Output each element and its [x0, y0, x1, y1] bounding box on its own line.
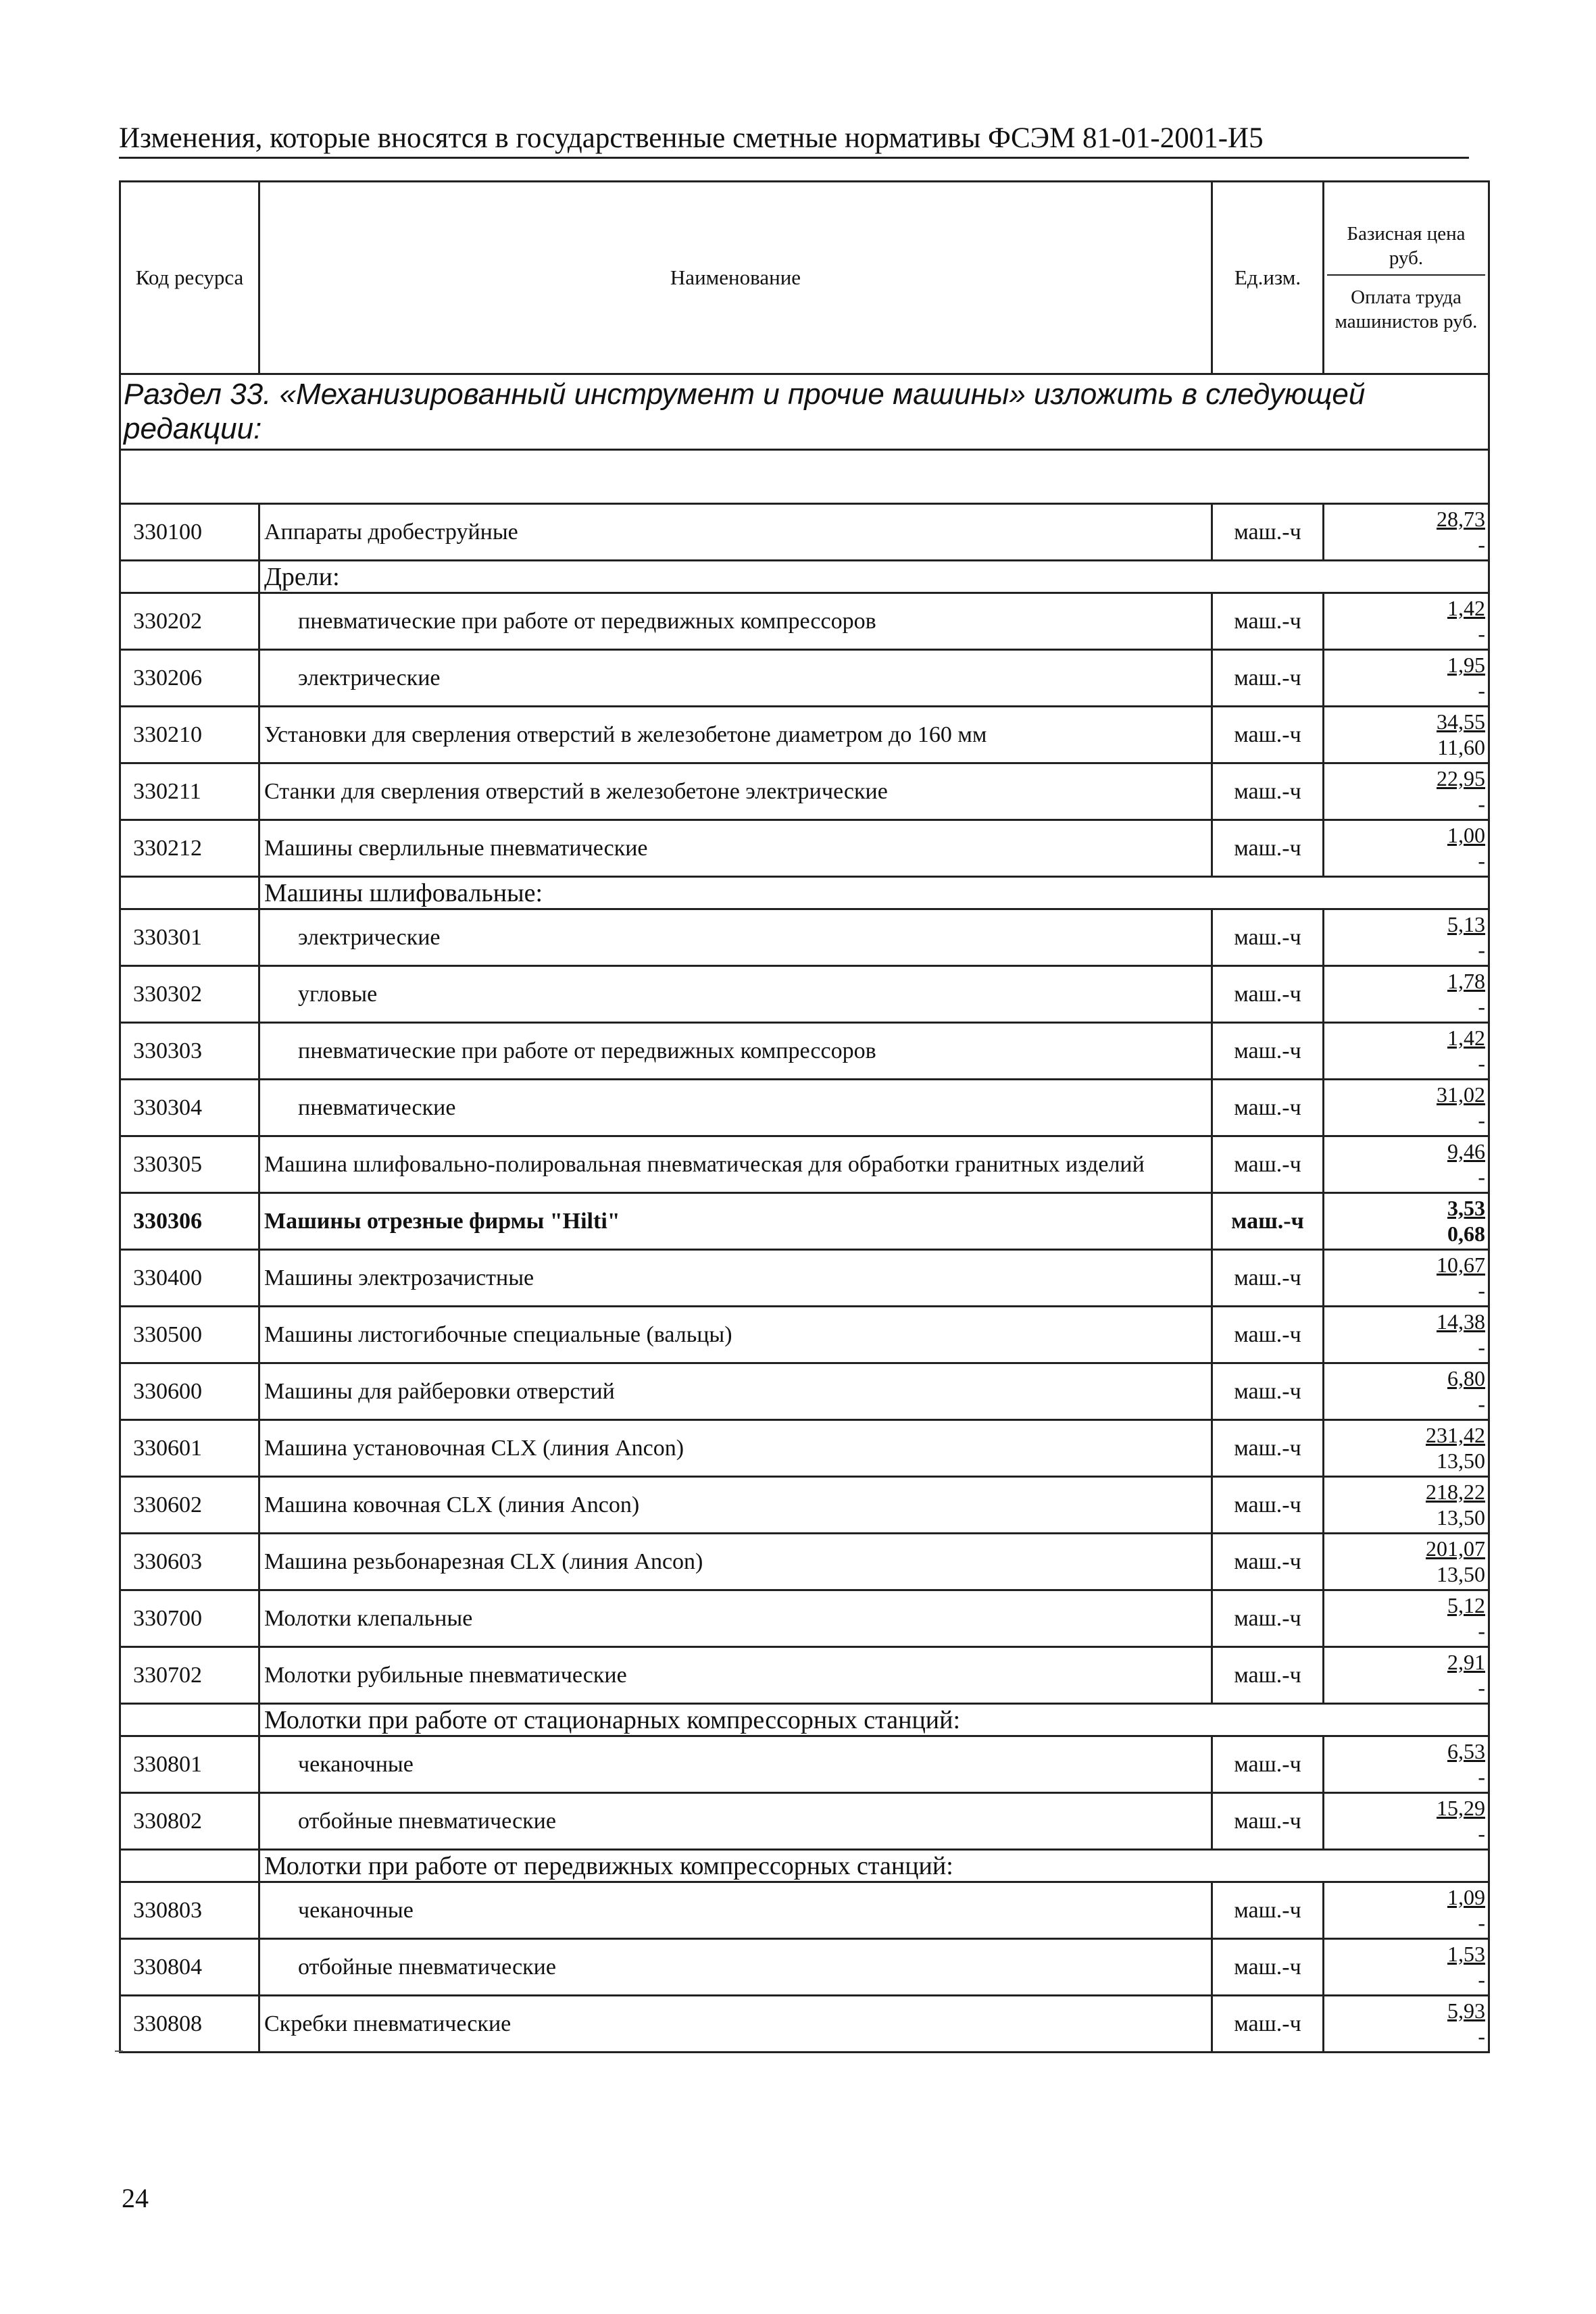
price-cell: [1324, 1882, 1489, 1939]
price-cell: [1324, 1477, 1489, 1534]
table-row: [120, 1477, 1489, 1534]
operator-labor-cost: 13,50: [1437, 1448, 1485, 1473]
table-row: [120, 1882, 1489, 1939]
resource-code: 330211: [120, 763, 259, 820]
price-cell: [1324, 966, 1489, 1023]
group-code-cell: [120, 1704, 259, 1736]
table-row: [120, 1996, 1489, 2053]
table-row: [120, 707, 1489, 763]
resource-code: 330801: [120, 1736, 259, 1793]
table-row: [120, 593, 1489, 650]
spacer-cell: [120, 450, 1489, 504]
resource-code: 330303: [120, 1023, 259, 1080]
resource-name: Аппараты дробеструйные: [259, 504, 1212, 561]
operator-labor-cost: -: [1478, 621, 1485, 646]
resource-name: Молотки рубильные пневматические: [259, 1647, 1212, 1704]
table-row: [120, 1193, 1489, 1250]
resource-name: Машины отрезные фирмы "Hilti": [259, 1193, 1212, 1250]
operator-labor-cost: -: [1478, 1967, 1485, 1992]
resource-name: отбойные пневматические: [259, 1939, 1212, 1996]
unit-cell: маш.-ч: [1212, 1534, 1324, 1590]
document-header: Изменения, которые вносятся в государственные сметные нормативы ФСЭМ 81-01-2001-И5: [119, 122, 1264, 154]
table-row: [120, 909, 1489, 966]
resource-code: 330700: [120, 1590, 259, 1647]
unit-cell: маш.-ч: [1212, 1939, 1324, 1996]
unit-cell: маш.-ч: [1212, 1023, 1324, 1080]
unit-cell: маш.-ч: [1212, 1420, 1324, 1477]
resource-name: Машины сверлильные пневматические: [259, 820, 1212, 877]
operator-labor-cost: -: [1478, 1164, 1485, 1189]
base-price: 9,46: [1447, 1138, 1485, 1163]
resource-name: Установки для сверления отверстий в железобетоне диаметром до 160 мм: [259, 707, 1212, 763]
unit-cell: маш.-ч: [1212, 593, 1324, 650]
price-cell: [1324, 1736, 1489, 1793]
resource-name: Машина шлифовально-полировальная пневматическая для обработки гранитных изделий: [259, 1136, 1212, 1193]
unit-cell: маш.-ч: [1212, 966, 1324, 1023]
base-price: 6,53: [1447, 1738, 1485, 1763]
price-cell: [1324, 593, 1489, 650]
base-price: 1,09: [1447, 1884, 1485, 1909]
unit-cell: маш.-ч: [1212, 504, 1324, 561]
resource-code: 330301: [120, 909, 259, 966]
resource-code: 330100: [120, 504, 259, 561]
base-price: 34,55: [1437, 709, 1485, 734]
table-row: [120, 1307, 1489, 1363]
unit-cell: маш.-ч: [1212, 909, 1324, 966]
resource-name: угловые: [259, 966, 1212, 1023]
table-row: [120, 1363, 1489, 1420]
resource-code: 330600: [120, 1363, 259, 1420]
operator-labor-cost: -: [1478, 1764, 1485, 1789]
unit-cell: маш.-ч: [1212, 650, 1324, 707]
table-row: [120, 1647, 1489, 1704]
resource-code: 330306: [120, 1193, 259, 1250]
price-cell: [1324, 820, 1489, 877]
operator-labor-cost: 13,50: [1437, 1561, 1485, 1586]
unit-cell: маш.-ч: [1212, 1136, 1324, 1193]
resource-name: пневматические при работе от передвижных компрессоров: [259, 593, 1212, 650]
head-price-labor: Оплата труда машинистов руб.: [1335, 286, 1478, 333]
price-cell: [1324, 1363, 1489, 1420]
operator-labor-cost: -: [1478, 532, 1485, 557]
resource-name: электрические: [259, 650, 1212, 707]
price-cell: [1324, 1023, 1489, 1080]
table-row: [120, 650, 1489, 707]
table-head-row: [120, 182, 1489, 374]
resource-code: 330206: [120, 650, 259, 707]
unit-cell: маш.-ч: [1212, 1080, 1324, 1136]
resource-name: чеканочные: [259, 1736, 1212, 1793]
operator-labor-cost: -: [1478, 994, 1485, 1019]
table-row: [120, 1736, 1489, 1793]
head-code: Код ресурса: [120, 182, 259, 374]
table-row: [120, 504, 1489, 561]
operator-labor-cost: -: [1478, 1675, 1485, 1700]
resource-code: 330804: [120, 1939, 259, 1996]
operator-labor-cost: -: [1478, 1278, 1485, 1303]
group-header-row: [120, 1850, 1489, 1882]
group-title: Молотки при работе от стационарных компрессорных станций:: [259, 1704, 1489, 1736]
price-cell: [1324, 504, 1489, 561]
resource-name: Машина установочная CLX (линия Ancon): [259, 1420, 1212, 1477]
base-price: 22,95: [1437, 765, 1485, 790]
base-price: 28,73: [1437, 506, 1485, 531]
section-title-row: [120, 374, 1489, 450]
resource-code: 330802: [120, 1793, 259, 1850]
header-rule: [119, 157, 1469, 159]
operator-labor-cost: -: [1478, 791, 1485, 816]
base-price: 2,91: [1447, 1649, 1485, 1674]
operator-labor-cost: -: [1478, 1107, 1485, 1132]
operator-labor-cost: -: [1478, 2023, 1485, 2048]
resource-code: 330400: [120, 1250, 259, 1307]
margin-mark: [115, 2051, 123, 2052]
resource-name: Станки для сверления отверстий в железобетоне электрические: [259, 763, 1212, 820]
unit-cell: маш.-ч: [1212, 1590, 1324, 1647]
base-price: 10,67: [1437, 1252, 1485, 1277]
base-price: 3,53: [1447, 1195, 1485, 1220]
price-cell: [1324, 1590, 1489, 1647]
base-price: 1,53: [1447, 1941, 1485, 1966]
base-price: 14,38: [1437, 1309, 1485, 1334]
resource-name: чеканочные: [259, 1882, 1212, 1939]
resource-code: 330603: [120, 1534, 259, 1590]
group-header-row: [120, 1704, 1489, 1736]
operator-labor-cost: -: [1478, 848, 1485, 873]
operator-labor-cost: -: [1478, 1910, 1485, 1935]
price-cell: [1324, 707, 1489, 763]
unit-cell: маш.-ч: [1212, 707, 1324, 763]
unit-cell: маш.-ч: [1212, 1882, 1324, 1939]
price-cell: [1324, 650, 1489, 707]
resource-name: Скребки пневматические: [259, 1996, 1212, 2053]
resource-name: Машины для райберовки отверстий: [259, 1363, 1212, 1420]
table-row: [120, 1590, 1489, 1647]
table-row: [120, 1939, 1489, 1996]
operator-labor-cost: -: [1478, 937, 1485, 962]
unit-cell: маш.-ч: [1212, 1363, 1324, 1420]
resource-code: 330304: [120, 1080, 259, 1136]
group-header-row: [120, 877, 1489, 909]
table-row: [120, 1023, 1489, 1080]
base-price: 1,42: [1447, 1025, 1485, 1050]
head-price: [1324, 182, 1489, 374]
head-name: Наименование: [259, 182, 1212, 374]
price-cell: [1324, 1307, 1489, 1363]
base-price: 1,00: [1447, 822, 1485, 847]
table-row: [120, 966, 1489, 1023]
unit-cell: маш.-ч: [1212, 1793, 1324, 1850]
price-cell: [1324, 763, 1489, 820]
resource-name: электрические: [259, 909, 1212, 966]
resource-name: Машина резьбонарезная CLX (линия Ancon): [259, 1534, 1212, 1590]
unit-cell: маш.-ч: [1212, 1250, 1324, 1307]
resource-code: 330702: [120, 1647, 259, 1704]
resource-code: 330602: [120, 1477, 259, 1534]
unit-cell: маш.-ч: [1212, 1193, 1324, 1250]
price-cell: [1324, 1996, 1489, 2053]
table-row: [120, 763, 1489, 820]
base-price: 31,02: [1437, 1082, 1485, 1107]
operator-labor-cost: -: [1478, 1618, 1485, 1643]
price-cell: [1324, 1250, 1489, 1307]
unit-cell: маш.-ч: [1212, 763, 1324, 820]
base-price: 5,13: [1447, 911, 1485, 936]
page-number: 24: [122, 2183, 149, 2213]
resource-code: 330500: [120, 1307, 259, 1363]
base-price: 5,12: [1447, 1592, 1485, 1617]
spacer-row: [120, 450, 1489, 504]
base-price: 231,42: [1426, 1422, 1485, 1447]
unit-cell: маш.-ч: [1212, 1647, 1324, 1704]
base-price: 218,22: [1426, 1479, 1485, 1504]
unit-cell: маш.-ч: [1212, 1477, 1324, 1534]
base-price: 1,95: [1447, 652, 1485, 677]
resource-code: 330808: [120, 1996, 259, 2053]
resource-name: пневматические: [259, 1080, 1212, 1136]
operator-labor-cost: -: [1478, 1051, 1485, 1076]
operator-labor-cost: 13,50: [1437, 1505, 1485, 1530]
base-price: 15,29: [1437, 1795, 1485, 1820]
price-cell: [1324, 1420, 1489, 1477]
group-title: Молотки при работе от передвижных компрессорных станций:: [259, 1850, 1489, 1882]
group-title: Машины шлифовальные:: [259, 877, 1489, 909]
resource-code: 330601: [120, 1420, 259, 1477]
table-row: [120, 1080, 1489, 1136]
group-header-row: [120, 561, 1489, 593]
table-row: [120, 1420, 1489, 1477]
operator-labor-cost: -: [1478, 1821, 1485, 1846]
price-cell: [1324, 1939, 1489, 1996]
resource-code: 330210: [120, 707, 259, 763]
price-cell: [1324, 1534, 1489, 1590]
resource-code: 330302: [120, 966, 259, 1023]
resource-name: Машины листогибочные специальные (вальцы): [259, 1307, 1212, 1363]
head-unit: Ед.изм.: [1212, 182, 1324, 374]
price-cell: [1324, 1647, 1489, 1704]
resource-name: Молотки клепальные: [259, 1590, 1212, 1647]
base-price: 6,80: [1447, 1365, 1485, 1390]
resource-code: 330202: [120, 593, 259, 650]
group-code-cell: [120, 1850, 259, 1882]
price-cell: [1324, 909, 1489, 966]
section-title: Раздел 33. «Механизированный инструмент и прочие машины» изложить в следующей редакции:: [120, 374, 1489, 450]
price-cell: [1324, 1136, 1489, 1193]
group-title: Дрели:: [259, 561, 1489, 593]
table-row: [120, 1250, 1489, 1307]
operator-labor-cost: -: [1478, 678, 1485, 703]
resource-code: 330305: [120, 1136, 259, 1193]
price-cell: [1324, 1193, 1489, 1250]
unit-cell: маш.-ч: [1212, 1736, 1324, 1793]
unit-cell: маш.-ч: [1212, 1307, 1324, 1363]
table-row: [120, 1793, 1489, 1850]
resource-code: 330212: [120, 820, 259, 877]
resource-name: Машины электрозачистные: [259, 1250, 1212, 1307]
resource-name: пневматические при работе от передвижных компрессоров: [259, 1023, 1212, 1080]
price-cell: [1324, 1080, 1489, 1136]
resource-table: [119, 180, 1490, 2053]
price-cell: [1324, 1793, 1489, 1850]
group-code-cell: [120, 561, 259, 593]
operator-labor-cost: -: [1478, 1391, 1485, 1416]
table-row: [120, 1136, 1489, 1193]
base-price: 5,93: [1447, 1998, 1485, 2023]
base-price: 1,78: [1447, 968, 1485, 993]
head-price-base: Базисная цена руб.: [1327, 222, 1485, 276]
resource-code: 330803: [120, 1882, 259, 1939]
resource-name: Машина ковочная CLX (линия Ancon): [259, 1477, 1212, 1534]
table-row: [120, 820, 1489, 877]
operator-labor-cost: 11,60: [1437, 734, 1485, 759]
base-price: 201,07: [1426, 1536, 1485, 1561]
table-row: [120, 1534, 1489, 1590]
operator-labor-cost: 0,68: [1447, 1221, 1485, 1246]
resource-name: отбойные пневматические: [259, 1793, 1212, 1850]
unit-cell: маш.-ч: [1212, 1996, 1324, 2053]
operator-labor-cost: -: [1478, 1334, 1485, 1359]
unit-cell: маш.-ч: [1212, 820, 1324, 877]
group-code-cell: [120, 877, 259, 909]
base-price: 1,42: [1447, 595, 1485, 620]
